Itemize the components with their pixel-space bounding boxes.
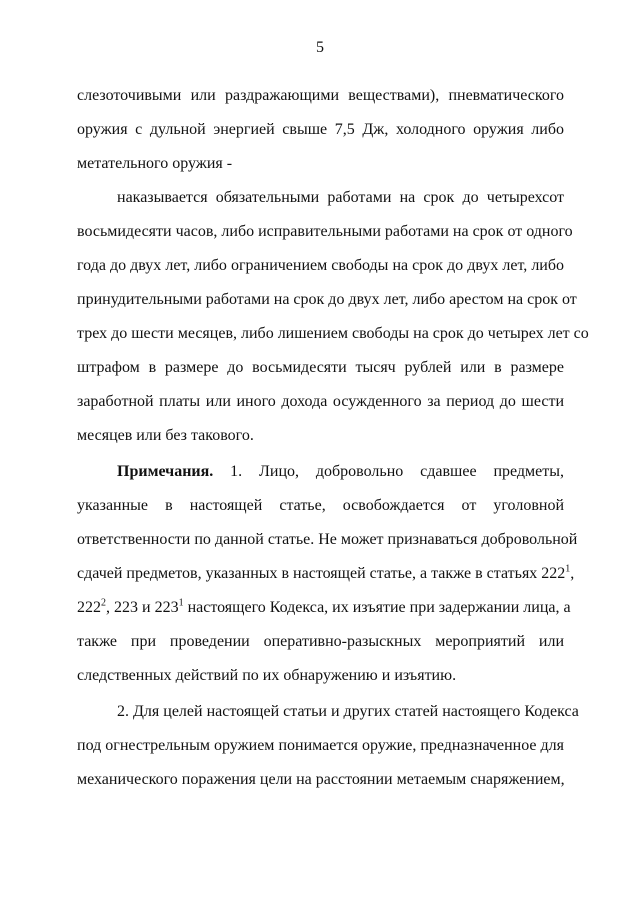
text-line: под огнестрельным оружием понимается оружие, предназначенное для: [77, 737, 564, 754]
text-line: ответственности по данной статье. Не может признаваться добровольной: [77, 531, 578, 548]
text-line: года до двух лет, либо ограничением свободы на срок до двух лет, либо: [77, 257, 564, 274]
text-line: указанные в настоящей статье, освобождается от уголовной: [77, 497, 564, 514]
superscript: 1: [178, 597, 184, 609]
text-line: следственных действий по их обнаружению и изъятию.: [77, 667, 457, 684]
text-line: восьмидесяти часов, либо исправительными работами на срок от одного: [77, 223, 573, 240]
text-fragment: 222: [77, 599, 101, 616]
notes-heading: Примечания.: [117, 463, 214, 480]
notes-text: 1. Лицо, добровольно сдавшее предметы,: [230, 463, 565, 480]
text-fragment: , 223 и 223: [106, 599, 179, 616]
superscript: 2: [101, 597, 106, 609]
text-line: месяцев или без такового.: [77, 427, 254, 444]
text-line: механического поражения цели на расстоянии метаемым снаряжением,: [77, 771, 565, 788]
text-line: [117, 462, 564, 482]
text-line: [77, 597, 571, 618]
text-line: штрафом в размере до восьмидесяти тысяч рублей или в размере: [77, 359, 564, 376]
text-line: наказывается обязательными работами на срок до четырехсот: [117, 189, 564, 206]
text-line: метательного оружия -: [77, 155, 233, 172]
text-line: оружия с дульной энергией свыше 7,5 Дж, холодного оружия либо: [77, 121, 564, 138]
text-line: заработной платы или иного дохода осужденного за период до шести: [77, 393, 564, 410]
text-fragment: ,: [570, 565, 575, 582]
text-line: [77, 563, 575, 584]
text-line: также при проведении оперативно-разыскных мероприятий или: [77, 633, 564, 650]
page-number: 5: [316, 39, 324, 56]
text-line: слезоточивыми или раздражающими веществами), пневматического: [77, 87, 564, 104]
text-line: трех до шести месяцев, либо лишением свободы на срок до четырех лет со: [77, 325, 589, 342]
text-fragment: настоящего Кодекса, их изъятие при задержании лица, а: [183, 599, 571, 616]
superscript: 1: [565, 563, 571, 575]
text-line: принудительными работами на срок до двух лет, либо арестом на срок от: [77, 291, 577, 308]
text-line: 2. Для целей настоящей статьи и других статей настоящего Кодекса: [117, 703, 579, 720]
text-fragment: сдачей предметов, указанных в настоящей статье, а также в статьях 222: [77, 565, 566, 582]
